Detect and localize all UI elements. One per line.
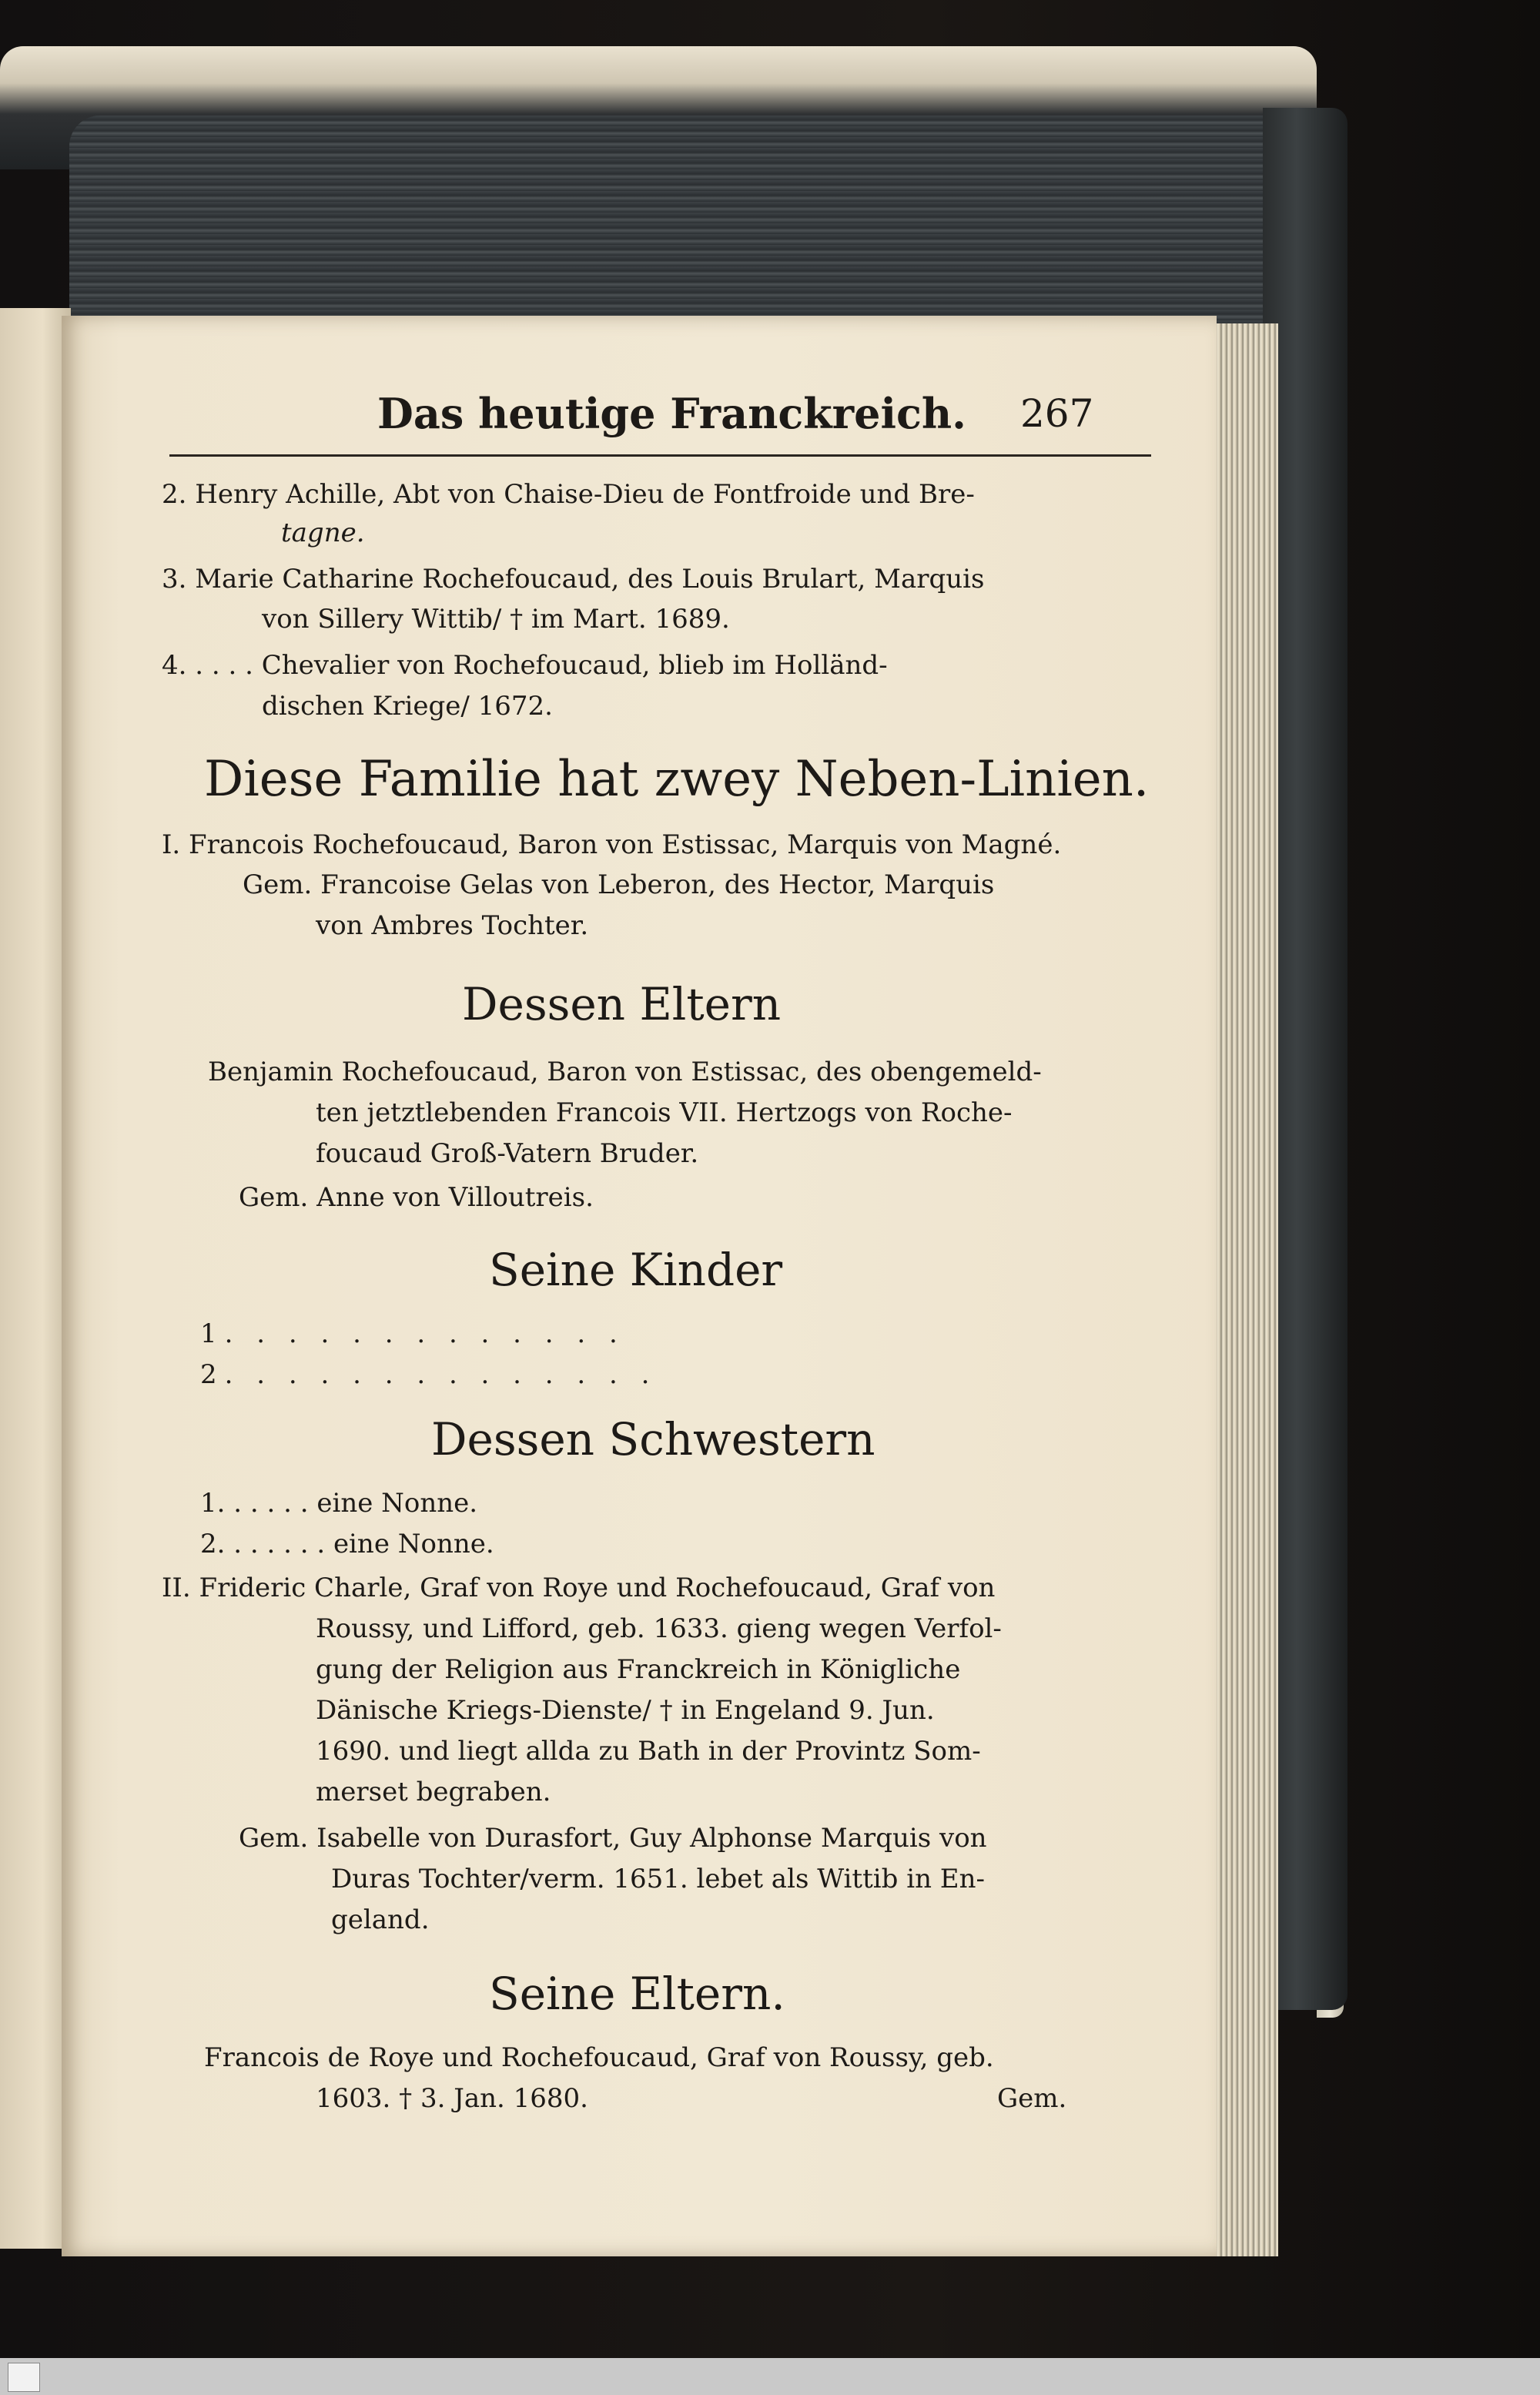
parents-1-text-1: Benjamin Rochefoucaud, Baron von Estissac, des obengemeld-	[208, 1057, 1042, 1087]
parents-2-text-1: Francois de Roye und Rochefoucaud, Graf von Roussy, geb.	[204, 2042, 994, 2073]
parents-1-text-3: foucaud Groß-Vatern Bruder.	[316, 1138, 699, 1169]
heading-seine-eltern: Seine Eltern.	[489, 1968, 785, 2020]
book-page	[62, 316, 1217, 2256]
page-number: 267	[1020, 391, 1094, 436]
left-page-sliver	[0, 308, 71, 2249]
line-two-text-3: gung der Religion aus Franckreich in Königliche	[316, 1654, 961, 1685]
entry-2-line-1: 2. Henry Achille, Abt von Chaise-Dieu de Fontfroide und Bre-	[162, 479, 975, 510]
heading-seine-kinder: Seine Kinder	[489, 1244, 783, 1296]
line-two-text-6: merset begraben.	[316, 1777, 551, 1807]
entry-3-line-1: 3. Marie Catharine Rochefoucaud, des Louis Brulart, Marquis	[162, 564, 985, 595]
entry-2-line-2: tagne.	[281, 518, 365, 548]
line-one-text-2: Gem. Francoise Gelas von Leberon, des Hector, Marquis	[243, 869, 995, 900]
line-two-text-4: Dänische Kriegs-Dienste/ † in Engeland 9. Jun.	[316, 1695, 935, 1726]
line-two-text-8: Duras Tochter/verm. 1651. lebet als Wittib in En-	[331, 1864, 985, 1894]
sister-2: 2. . . . . . . eine Nonne.	[200, 1529, 494, 1559]
heading-dessen-eltern: Dessen Eltern	[462, 978, 782, 1030]
heading-neben-linien: Diese Familie hat zwey Neben-Linien.	[204, 751, 1150, 808]
heading-dessen-schwestern: Dessen Schwestern	[431, 1413, 875, 1465]
running-title: Das heutige Franckreich.	[377, 389, 966, 438]
line-one-text-1: I. Francois Rochefoucaud, Baron von Estissac, Marquis von Magné.	[162, 829, 1062, 860]
line-two-text-5: 1690. und liegt allda zu Bath in der Provintz Som-	[316, 1736, 981, 1767]
parents-1-text-4: Gem. Anne von Villoutreis.	[239, 1182, 594, 1213]
line-two-text-9: geland.	[331, 1904, 430, 1935]
child-1: 1. . . . . . . . . . . . .	[200, 1318, 625, 1349]
entry-4-line-2: dischen Kriege/ 1672.	[262, 691, 553, 722]
line-one-text-3: von Ambres Tochter.	[316, 910, 589, 941]
viewer-bottom-bar	[0, 2358, 1540, 2395]
parents-2-text-2: 1603. † 3. Jan. 1680.	[316, 2083, 588, 2114]
entry-4-line-1: 4. . . . . Chevalier von Rochefoucaud, blieb im Holländ-	[162, 650, 888, 681]
child-2: 2. . . . . . . . . . . . . .	[200, 1359, 658, 1390]
line-two-text-7: Gem. Isabelle von Durasfort, Guy Alphonse Marquis von	[239, 1823, 987, 1854]
entry-3-line-2: von Sillery Wittib/ † im Mart. 1689.	[262, 604, 730, 635]
catchword: Gem.	[997, 2083, 1067, 2114]
line-two-text-2: Roussy, und Lifford, geb. 1633. gieng wegen Verfol-	[316, 1613, 1002, 1644]
parents-1-text-2: ten jetztlebenden Francois VII. Hertzogs von Roche-	[316, 1097, 1013, 1128]
line-two-text-1: II. Frideric Charle, Graf von Roye und Rochefoucaud, Graf von	[162, 1573, 996, 1603]
library-logo-icon	[8, 2363, 40, 2392]
book-page-block-top	[69, 116, 1270, 323]
header-rule	[169, 454, 1151, 457]
sister-1: 1. . . . . . eine Nonne.	[200, 1488, 478, 1519]
